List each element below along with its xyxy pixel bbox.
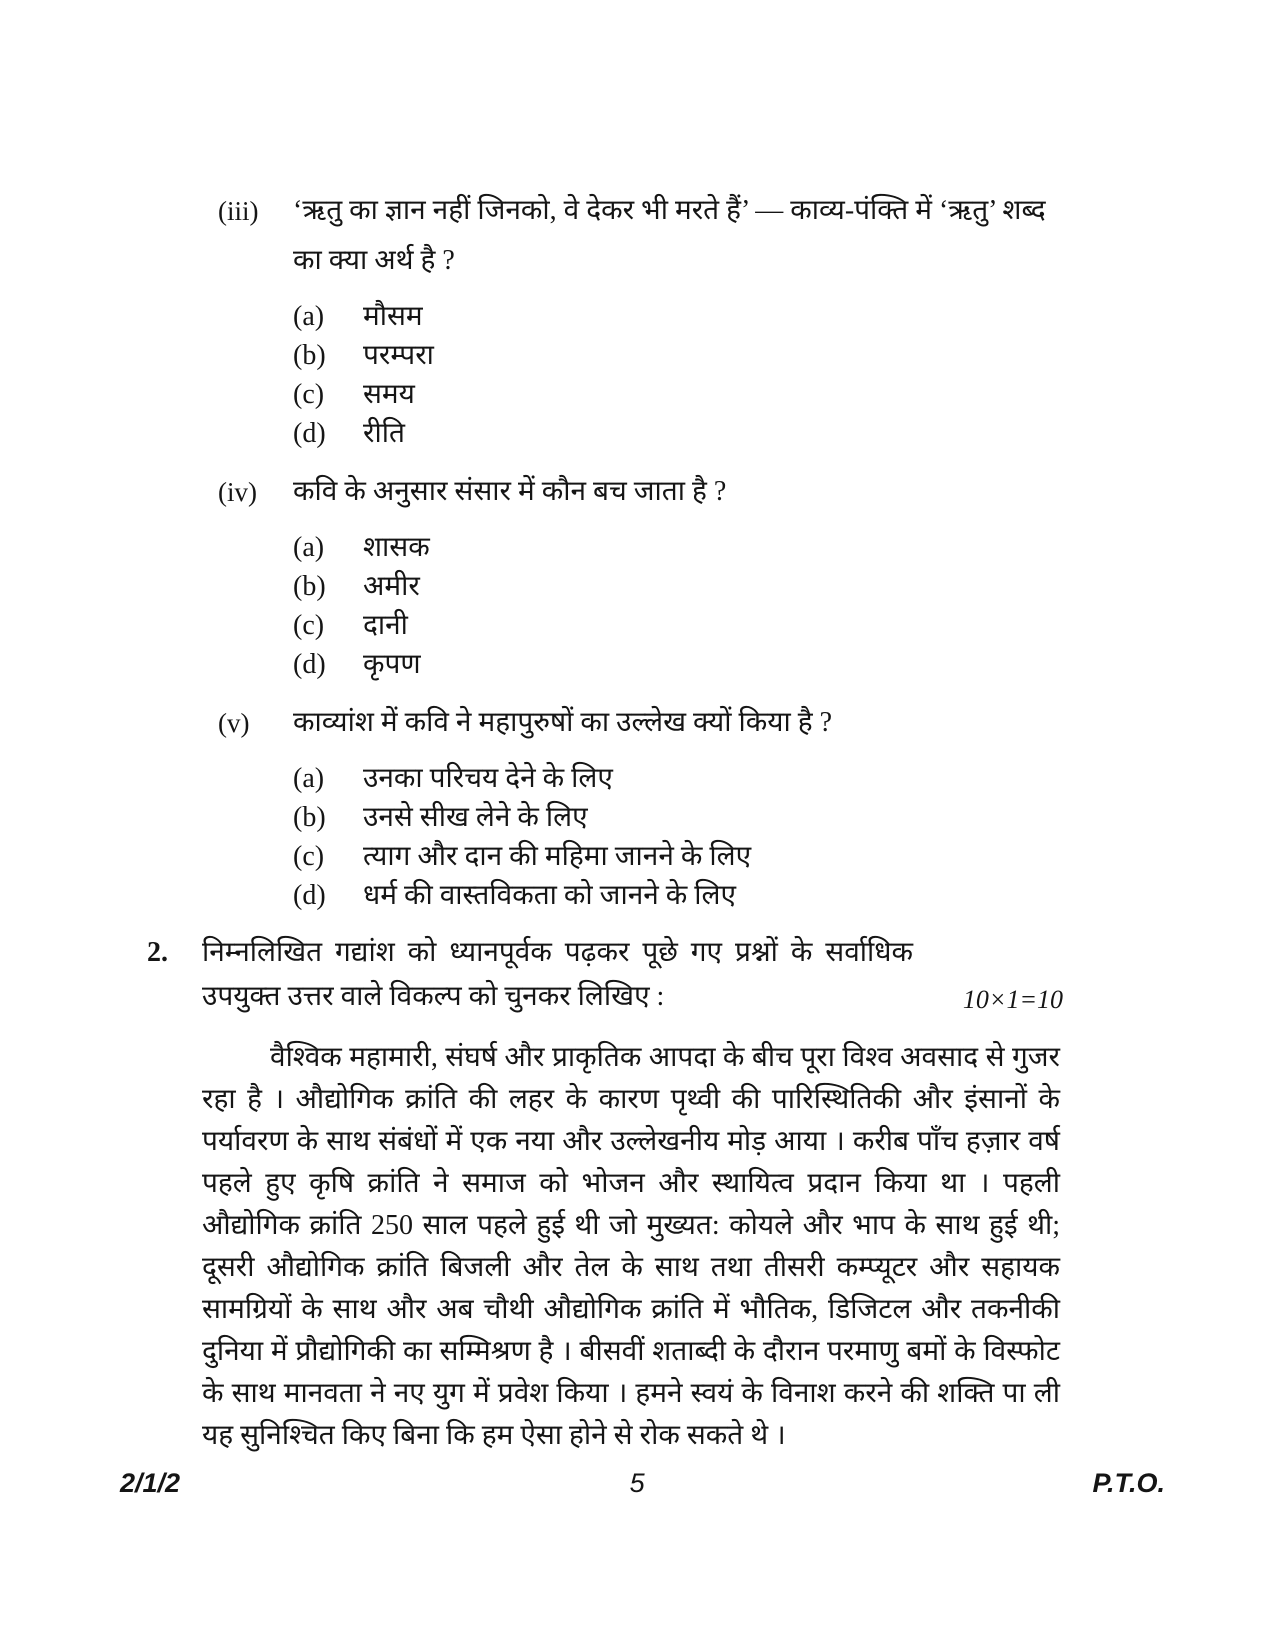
- option-text: मौसम: [363, 301, 423, 332]
- sub-question-v-body: [293, 698, 1063, 911]
- option-row: [293, 650, 1063, 680]
- option-text: उनसे सीख लेने के लिए: [363, 802, 588, 833]
- option-row: [293, 803, 1063, 833]
- sub-question-v: [218, 698, 1063, 911]
- option-label: (c): [293, 610, 325, 641]
- option-label: (c): [293, 379, 325, 410]
- sub-question-iv-body: [293, 467, 1063, 680]
- option-text: धर्म की वास्तविकता को जानने के लिए: [363, 880, 737, 911]
- question-2-number: 2.: [147, 937, 168, 968]
- option-text: दानी: [363, 610, 408, 641]
- sub-question-iii-text: ‘ऋतु का ज्ञान नहीं जिनको, वे देकर भी मरते हैं’ — काव्य-पंक्ति में ‘ऋतु’ शब्द का क्या अर्थ है ?: [293, 195, 1046, 276]
- question-2-instruction: निम्नलिखित गद्यांश को ध्यानपूर्वक पढ़कर पूछे गए प्रश्नों के सर्वाधिक उपयुक्त उत्तर वाले विकल्प को चुनकर लिखिए :: [202, 937, 913, 1012]
- option-label: (b): [293, 340, 326, 371]
- paper-code: 2/1/2: [120, 1468, 181, 1498]
- option-text: कृपण: [363, 649, 421, 680]
- option-label: (b): [293, 802, 326, 833]
- option-label: (a): [293, 301, 325, 332]
- option-row: [293, 380, 1063, 410]
- question-2: [147, 931, 1063, 1457]
- option-row: [293, 842, 1063, 872]
- option-row: [293, 302, 1063, 332]
- sub-question-iv-label: (iv): [218, 477, 257, 507]
- page-number: 5: [629, 1468, 645, 1498]
- option-label: (a): [293, 763, 325, 794]
- option-label: (d): [293, 418, 326, 449]
- option-label: (d): [293, 649, 326, 680]
- sub-question-iv: [218, 467, 1063, 680]
- option-text: त्याग और दान की महिमा जानने के लिए: [363, 841, 752, 872]
- sub-question-iii: [218, 186, 1063, 449]
- sub-question-iv-text: कवि के अनुसार संसार में कौन बच जाता है ?: [293, 476, 727, 507]
- option-row: [293, 533, 1063, 563]
- option-row: [293, 572, 1063, 602]
- option-text: रीति: [363, 418, 405, 449]
- sub-question-v-options: [293, 764, 1063, 911]
- sub-question-iii-label: (iii): [218, 196, 259, 226]
- question-2-instruction-wrap: [202, 931, 1063, 1019]
- sub-question-iv-options: [293, 533, 1063, 680]
- pto-label: P.T.O.: [1092, 1468, 1165, 1498]
- option-text: शासक: [363, 532, 430, 563]
- option-text: परम्परा: [363, 340, 434, 371]
- question-2-marks: 10×1=10: [962, 985, 1063, 1014]
- option-text: समय: [363, 379, 415, 410]
- option-label: (a): [293, 532, 325, 563]
- sub-question-v-text: काव्यांश में कवि ने महापुरुषों का उल्लेख क्यों किया है ?: [293, 707, 833, 738]
- option-row: [293, 611, 1063, 641]
- option-label: (c): [293, 841, 325, 872]
- option-row: [293, 881, 1063, 911]
- sub-question-v-label: (v): [218, 708, 250, 738]
- question-2-body: [202, 931, 1063, 1457]
- option-text: अमीर: [363, 571, 420, 602]
- sub-question-iii-options: [293, 302, 1063, 449]
- option-label: (b): [293, 571, 326, 602]
- option-text: उनका परिचय देने के लिए: [363, 763, 613, 794]
- option-row: [293, 341, 1063, 371]
- page-footer: [0, 1468, 1275, 1504]
- option-row: [293, 419, 1063, 449]
- sub-question-iii-body: [293, 186, 1063, 449]
- question-2-passage: वैश्विक महामारी, संघर्ष और प्राकृतिक आपदा के बीच पूरा विश्व अवसाद से गुजर रहा है । औद्योगिक क्रांति की लहर के कारण पृथ्वी की पारिस्थितिकी और इंसानों के पर्यावरण के साथ संबंधों में एक नया और उल्लेखनीय मोड़ आया । करीब पाँच हज़ार वर्ष पहले हुए कृषि क्रांति ने समाज को भोजन और स्थायित्व प्रदान किया था । पहली औद्योगिक क्रांति 250 साल पहले हुई थी जो मुख्यत: कोयले और भाप के साथ हुई थी; दूसरी औद्योगिक क्रांति बिजली और तेल के साथ तथा तीसरी कम्प्यूटर और सहायक सामग्रियों के साथ और अब चौथी औद्योगिक क्रांति में भौतिक, डिजिटल और तकनीकी दुनिया में प्रौद्योगिकी का सम्मिश्रण है । बीसवीं शताब्दी के दौरान परमाणु बमों के विस्फोट के साथ मानवता ने नए युग में प्रवेश किया । हमने स्वयं के विनाश करने की शक्ति पा ली यह सुनिश्चित किए बिना कि हम ऐसा होने से रोक सकते थे ।: [202, 1042, 1060, 1451]
- option-label: (d): [293, 880, 326, 911]
- option-row: [293, 764, 1063, 794]
